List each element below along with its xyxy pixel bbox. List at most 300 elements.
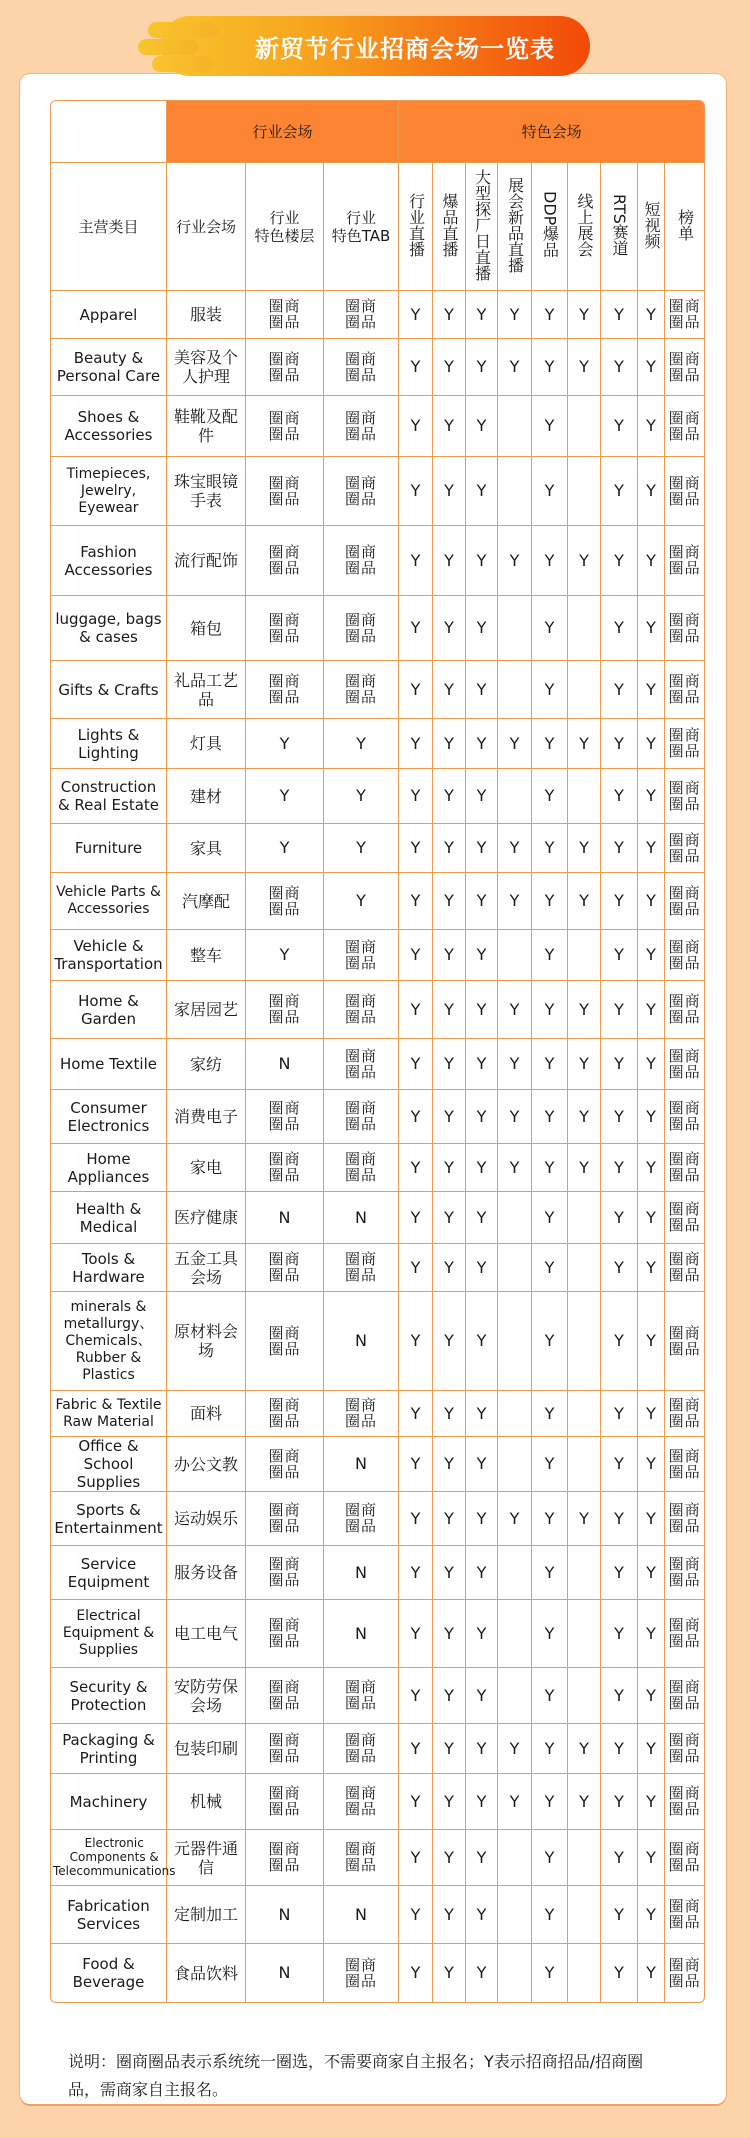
cell-industry-floor: 圈商圈品	[246, 1244, 324, 1292]
cell-factory-live: Y	[466, 1039, 498, 1090]
cell-industry-tab: 圈商圈品	[324, 596, 399, 661]
cell-industry-live: Y	[399, 1039, 433, 1090]
cell-ranking: 圈商圈品	[665, 1437, 704, 1492]
cell-industry-floor: 圈商圈品	[246, 1546, 324, 1600]
cell-category-en: Home & Garden	[51, 981, 167, 1039]
cell-factory-live: Y	[466, 1144, 498, 1192]
cell-rts: Y	[601, 1668, 638, 1724]
cell-hot-live: Y	[433, 1600, 466, 1668]
cell-rts: Y	[601, 1944, 638, 2002]
cell-hot-live: Y	[433, 1292, 466, 1391]
cell-industry-floor: 圈商圈品	[246, 1774, 324, 1830]
cell-industry-live: Y	[399, 1944, 433, 2002]
cell-ranking: 圈商圈品	[665, 1090, 704, 1144]
cell-ddp: Y	[532, 1244, 568, 1292]
title-banner	[160, 16, 590, 76]
cell-factory-live: Y	[466, 1886, 498, 1944]
cell-expo-live: Y	[498, 1144, 532, 1192]
cell-rts: Y	[601, 457, 638, 526]
cell-factory-live: Y	[466, 824, 498, 873]
cell-expo-live	[498, 1830, 532, 1886]
cell-online-expo: Y	[568, 1039, 601, 1090]
cell-ddp: Y	[532, 596, 568, 661]
cell-industry-venue: 消费电子	[167, 1090, 246, 1144]
table-row	[51, 873, 704, 930]
cell-industry-live: Y	[399, 291, 433, 339]
cell-category-en: Fabrication Services	[51, 1886, 167, 1944]
cell-ddp: Y	[532, 873, 568, 930]
cell-category-en: Security & Protection	[51, 1668, 167, 1724]
cell-industry-floor: 圈商圈品	[246, 1600, 324, 1668]
cell-industry-live: Y	[399, 1724, 433, 1774]
cell-ddp: Y	[532, 769, 568, 824]
cell-category-en: Food & Beverage	[51, 1944, 167, 2002]
table-row	[51, 930, 704, 981]
cell-expo-live	[498, 1600, 532, 1668]
cell-category-en: Gifts & Crafts	[51, 661, 167, 719]
cell-hot-live: Y	[433, 526, 466, 596]
cell-industry-live: Y	[399, 339, 433, 396]
cell-ddp: Y	[532, 457, 568, 526]
cell-industry-floor: N	[246, 1192, 324, 1244]
cell-ranking: 圈商圈品	[665, 661, 704, 719]
cell-expo-live	[498, 1437, 532, 1492]
banner-stripe-decoration	[148, 22, 218, 38]
table-row	[51, 1039, 704, 1090]
col-header-industry-live: 行业直播	[399, 163, 433, 291]
cell-hot-live: Y	[433, 873, 466, 930]
cell-category-en: luggage, bags & cases	[51, 596, 167, 661]
cell-industry-live: Y	[399, 769, 433, 824]
cell-short-video: Y	[638, 1039, 665, 1090]
cell-industry-floor: Y	[246, 824, 324, 873]
col-header-short-video: 短视频	[638, 163, 665, 291]
col-header-ranking: 榜单	[665, 163, 704, 291]
cell-online-expo: Y	[568, 1144, 601, 1192]
cell-category-en: Timepieces, Jewelry, Eyewear	[51, 457, 167, 526]
cell-industry-tab: N	[324, 1437, 399, 1492]
cell-short-video: Y	[638, 1546, 665, 1600]
cell-expo-live: Y	[498, 873, 532, 930]
cell-industry-venue: 医疗健康	[167, 1192, 246, 1244]
cell-rts: Y	[601, 1391, 638, 1437]
cell-hot-live: Y	[433, 1546, 466, 1600]
cell-industry-venue: 美容及个人护理	[167, 339, 246, 396]
cell-industry-tab: 圈商圈品	[324, 981, 399, 1039]
cell-industry-tab: N	[324, 1886, 399, 1944]
cell-short-video: Y	[638, 526, 665, 596]
cell-online-expo	[568, 1668, 601, 1724]
cell-ranking: 圈商圈品	[665, 1391, 704, 1437]
cell-online-expo: Y	[568, 1492, 601, 1546]
cell-hot-live: Y	[433, 1391, 466, 1437]
banner-stripe-decoration	[152, 56, 212, 72]
cell-industry-tab: 圈商圈品	[324, 1144, 399, 1192]
cell-industry-tab: 圈商圈品	[324, 1944, 399, 2002]
cell-category-en: Packaging & Printing	[51, 1724, 167, 1774]
cell-ranking: 圈商圈品	[665, 1244, 704, 1292]
cell-ddp: Y	[532, 396, 568, 457]
table-row	[51, 1944, 704, 2002]
cell-ranking: 圈商圈品	[665, 1039, 704, 1090]
cell-factory-live: Y	[466, 769, 498, 824]
cell-factory-live: Y	[466, 1437, 498, 1492]
table-row	[51, 291, 704, 339]
cell-online-expo: Y	[568, 1774, 601, 1830]
cell-industry-venue: 家具	[167, 824, 246, 873]
cell-ddp: Y	[532, 1039, 568, 1090]
cell-short-video: Y	[638, 873, 665, 930]
cell-short-video: Y	[638, 769, 665, 824]
table-row	[51, 1244, 704, 1292]
cell-online-expo: Y	[568, 981, 601, 1039]
cell-ddp: Y	[532, 1944, 568, 2002]
cell-rts: Y	[601, 339, 638, 396]
cell-industry-live: Y	[399, 1600, 433, 1668]
cell-rts: Y	[601, 1600, 638, 1668]
cell-hot-live: Y	[433, 1830, 466, 1886]
cell-online-expo	[568, 1192, 601, 1244]
cell-online-expo: Y	[568, 291, 601, 339]
cell-hot-live: Y	[433, 981, 466, 1039]
cell-ranking: 圈商圈品	[665, 1144, 704, 1192]
cell-online-expo	[568, 1292, 601, 1391]
cell-industry-floor: Y	[246, 719, 324, 769]
cell-industry-tab: 圈商圈品	[324, 1244, 399, 1292]
cell-category-en: Vehicle & Transportation	[51, 930, 167, 981]
col-header-expo-live: 展会新品直播	[498, 163, 532, 291]
cell-online-expo	[568, 930, 601, 981]
cell-industry-floor: Y	[246, 930, 324, 981]
cell-industry-tab: 圈商圈品	[324, 1668, 399, 1724]
cell-ranking: 圈商圈品	[665, 1292, 704, 1391]
table-row	[51, 1144, 704, 1192]
cell-industry-tab: 圈商圈品	[324, 1774, 399, 1830]
table-row	[51, 824, 704, 873]
cell-ddp: Y	[532, 1668, 568, 1724]
banner-stripe-decoration	[138, 39, 198, 55]
cell-industry-venue: 鞋靴及配件	[167, 396, 246, 457]
cell-rts: Y	[601, 1492, 638, 1546]
cell-short-video: Y	[638, 1600, 665, 1668]
cell-industry-tab: 圈商圈品	[324, 661, 399, 719]
cell-industry-live: Y	[399, 1090, 433, 1144]
footnote: 说明：圈商圈品表示系统统一圈选，不需要商家自主报名；Y表示招商招品/招商圈品，需商家自主报名。	[68, 2052, 644, 2099]
cell-industry-venue: 汽摩配	[167, 873, 246, 930]
cell-expo-live	[498, 769, 532, 824]
cell-ranking: 圈商圈品	[665, 596, 704, 661]
venue-table	[50, 100, 705, 2003]
cell-industry-floor: 圈商圈品	[246, 1492, 324, 1546]
cell-short-video: Y	[638, 457, 665, 526]
cell-category-en: Tools & Hardware	[51, 1244, 167, 1292]
group-header-row	[51, 101, 704, 163]
cell-category-en: Home Appliances	[51, 1144, 167, 1192]
cell-industry-floor: N	[246, 1886, 324, 1944]
cell-short-video: Y	[638, 930, 665, 981]
cell-ddp: Y	[532, 291, 568, 339]
cell-ddp: Y	[532, 1830, 568, 1886]
cell-ranking: 圈商圈品	[665, 1668, 704, 1724]
cell-ranking: 圈商圈品	[665, 1724, 704, 1774]
cell-industry-tab: N	[324, 1600, 399, 1668]
cell-online-expo	[568, 1391, 601, 1437]
cell-short-video: Y	[638, 1090, 665, 1144]
cell-industry-live: Y	[399, 1492, 433, 1546]
cell-ranking: 圈商圈品	[665, 824, 704, 873]
cell-factory-live: Y	[466, 1600, 498, 1668]
cell-industry-live: Y	[399, 1391, 433, 1437]
table-row	[51, 1437, 704, 1492]
table-row	[51, 1546, 704, 1600]
cell-rts: Y	[601, 1292, 638, 1391]
cell-expo-live	[498, 1944, 532, 2002]
cell-industry-floor: 圈商圈品	[246, 1437, 324, 1492]
cell-online-expo	[568, 1886, 601, 1944]
cell-category-en: Electrical Equipment & Supplies	[51, 1600, 167, 1668]
cell-industry-tab: Y	[324, 824, 399, 873]
cell-industry-venue: 家居园艺	[167, 981, 246, 1039]
cell-hot-live: Y	[433, 457, 466, 526]
cell-industry-live: Y	[399, 981, 433, 1039]
cell-rts: Y	[601, 769, 638, 824]
cell-industry-floor: 圈商圈品	[246, 873, 324, 930]
cell-industry-venue: 运动娱乐	[167, 1492, 246, 1546]
cell-industry-venue: 五金工具会场	[167, 1244, 246, 1292]
col-header-industry-tab: 行业 特色TAB	[324, 163, 399, 291]
col-header-industry-venue: 行业会场	[167, 163, 246, 291]
cell-factory-live: Y	[466, 661, 498, 719]
cell-category-en: Office & School Supplies	[51, 1437, 167, 1492]
cell-industry-tab: 圈商圈品	[324, 1391, 399, 1437]
cell-factory-live: Y	[466, 1724, 498, 1774]
cell-expo-live	[498, 661, 532, 719]
cell-ranking: 圈商圈品	[665, 457, 704, 526]
cell-short-video: Y	[638, 1492, 665, 1546]
cell-hot-live: Y	[433, 1724, 466, 1774]
cell-industry-live: Y	[399, 457, 433, 526]
cell-hot-live: Y	[433, 291, 466, 339]
cell-ranking: 圈商圈品	[665, 396, 704, 457]
cell-rts: Y	[601, 396, 638, 457]
cell-industry-venue: 家纺	[167, 1039, 246, 1090]
cell-hot-live: Y	[433, 719, 466, 769]
cell-expo-live: Y	[498, 1090, 532, 1144]
cell-short-video: Y	[638, 1437, 665, 1492]
cell-hot-live: Y	[433, 1886, 466, 1944]
table-row	[51, 396, 704, 457]
cell-hot-live: Y	[433, 930, 466, 981]
cell-short-video: Y	[638, 1886, 665, 1944]
cell-rts: Y	[601, 1192, 638, 1244]
cell-online-expo: Y	[568, 339, 601, 396]
cell-industry-venue: 礼品工艺品	[167, 661, 246, 719]
col-header-rts: RTS赛道	[601, 163, 638, 291]
cell-ddp: Y	[532, 1292, 568, 1391]
cell-factory-live: Y	[466, 1090, 498, 1144]
table-row	[51, 769, 704, 824]
cell-rts: Y	[601, 1039, 638, 1090]
corner-cell	[51, 101, 167, 163]
cell-industry-venue: 灯具	[167, 719, 246, 769]
cell-factory-live: Y	[466, 981, 498, 1039]
cell-industry-floor: 圈商圈品	[246, 1144, 324, 1192]
table-row	[51, 1090, 704, 1144]
col-header-category: 主营类目	[51, 163, 167, 291]
cell-industry-tab: 圈商圈品	[324, 1039, 399, 1090]
cell-industry-venue: 珠宝眼镜手表	[167, 457, 246, 526]
table-row	[51, 661, 704, 719]
cell-short-video: Y	[638, 1830, 665, 1886]
cell-ddp: Y	[532, 1090, 568, 1144]
cell-industry-venue: 服务设备	[167, 1546, 246, 1600]
cell-industry-venue: 建材	[167, 769, 246, 824]
cell-expo-live	[498, 596, 532, 661]
cell-industry-tab: N	[324, 1546, 399, 1600]
cell-industry-live: Y	[399, 1292, 433, 1391]
cell-industry-tab: 圈商圈品	[324, 396, 399, 457]
table-row	[51, 339, 704, 396]
table-row	[51, 1668, 704, 1724]
cell-hot-live: Y	[433, 661, 466, 719]
cell-industry-tab: 圈商圈品	[324, 1492, 399, 1546]
cell-industry-live: Y	[399, 1546, 433, 1600]
cell-factory-live: Y	[466, 1244, 498, 1292]
cell-online-expo	[568, 661, 601, 719]
cell-category-en: Consumer Electronics	[51, 1090, 167, 1144]
cell-category-en: Sports & Entertainment	[51, 1492, 167, 1546]
cell-industry-tab: N	[324, 1192, 399, 1244]
cell-industry-floor: 圈商圈品	[246, 1090, 324, 1144]
cell-expo-live	[498, 396, 532, 457]
cell-ddp: Y	[532, 526, 568, 596]
cell-factory-live: Y	[466, 1292, 498, 1391]
cell-short-video: Y	[638, 396, 665, 457]
cell-factory-live: Y	[466, 457, 498, 526]
cell-factory-live: Y	[466, 526, 498, 596]
cell-online-expo: Y	[568, 824, 601, 873]
cell-ranking: 圈商圈品	[665, 719, 704, 769]
cell-expo-live	[498, 1546, 532, 1600]
cell-expo-live: Y	[498, 526, 532, 596]
cell-ddp: Y	[532, 661, 568, 719]
cell-rts: Y	[601, 719, 638, 769]
cell-ranking: 圈商圈品	[665, 769, 704, 824]
cell-hot-live: Y	[433, 339, 466, 396]
cell-rts: Y	[601, 1830, 638, 1886]
cell-hot-live: Y	[433, 396, 466, 457]
cell-expo-live: Y	[498, 1492, 532, 1546]
cell-short-video: Y	[638, 661, 665, 719]
cell-short-video: Y	[638, 596, 665, 661]
cell-short-video: Y	[638, 1944, 665, 2002]
table-row	[51, 596, 704, 661]
cell-rts: Y	[601, 824, 638, 873]
table-row	[51, 1830, 704, 1886]
cell-short-video: Y	[638, 1668, 665, 1724]
cell-industry-venue: 机械	[167, 1774, 246, 1830]
cell-short-video: Y	[638, 1292, 665, 1391]
cell-industry-tab: Y	[324, 873, 399, 930]
cell-hot-live: Y	[433, 1437, 466, 1492]
cell-industry-tab: 圈商圈品	[324, 526, 399, 596]
cell-ranking: 圈商圈品	[665, 1600, 704, 1668]
cell-ranking: 圈商圈品	[665, 930, 704, 981]
cell-ddp: Y	[532, 339, 568, 396]
table-row	[51, 981, 704, 1039]
cell-rts: Y	[601, 1090, 638, 1144]
cell-online-expo	[568, 596, 601, 661]
cell-industry-live: Y	[399, 526, 433, 596]
cell-hot-live: Y	[433, 1144, 466, 1192]
cell-expo-live	[498, 457, 532, 526]
cell-ddp: Y	[532, 1600, 568, 1668]
cell-factory-live: Y	[466, 596, 498, 661]
cell-rts: Y	[601, 1244, 638, 1292]
cell-category-en: Lights & Lighting	[51, 719, 167, 769]
cell-online-expo	[568, 1600, 601, 1668]
cell-industry-live: Y	[399, 596, 433, 661]
cell-factory-live: Y	[466, 873, 498, 930]
cell-expo-live	[498, 1391, 532, 1437]
cell-online-expo	[568, 1244, 601, 1292]
cell-ddp: Y	[532, 1724, 568, 1774]
cell-industry-tab: N	[324, 1292, 399, 1391]
cell-industry-floor: 圈商圈品	[246, 1830, 324, 1886]
cell-industry-tab: 圈商圈品	[324, 339, 399, 396]
cell-category-en: Construction & Real Estate	[51, 769, 167, 824]
cell-short-video: Y	[638, 1774, 665, 1830]
cell-industry-venue: 原材料会场	[167, 1292, 246, 1391]
table-row	[51, 1492, 704, 1546]
cell-expo-live	[498, 1668, 532, 1724]
cell-rts: Y	[601, 291, 638, 339]
cell-category-en: Service Equipment	[51, 1546, 167, 1600]
cell-category-en: Electronic Components & Telecommunications	[51, 1830, 167, 1886]
cell-industry-venue: 包装印刷	[167, 1724, 246, 1774]
cell-expo-live: Y	[498, 1724, 532, 1774]
cell-rts: Y	[601, 873, 638, 930]
cell-ranking: 圈商圈品	[665, 873, 704, 930]
group-header-industry: 行业会场	[167, 101, 399, 163]
col-header-factory-live: 大型探厂日直播	[466, 163, 498, 291]
cell-ranking: 圈商圈品	[665, 526, 704, 596]
cell-industry-live: Y	[399, 1192, 433, 1244]
cell-ddp: Y	[532, 1886, 568, 1944]
cell-factory-live: Y	[466, 930, 498, 981]
cell-factory-live: Y	[466, 1192, 498, 1244]
cell-industry-venue: 服装	[167, 291, 246, 339]
col-header-online-expo: 线上展会	[568, 163, 601, 291]
cell-expo-live	[498, 930, 532, 981]
cell-expo-live: Y	[498, 291, 532, 339]
cell-hot-live: Y	[433, 1492, 466, 1546]
col-header-ddp: DDP爆品	[532, 163, 568, 291]
cell-ranking: 圈商圈品	[668, 1955, 701, 1990]
cell-factory-live: Y	[466, 719, 498, 769]
cell-industry-floor: 圈商圈品	[246, 396, 324, 457]
cell-online-expo	[568, 396, 601, 457]
table-row	[51, 526, 704, 596]
cell-ranking: 圈商圈品	[665, 1546, 704, 1600]
cell-online-expo	[568, 1437, 601, 1492]
cell-industry-venue: 流行配饰	[167, 526, 246, 596]
cell-industry-tab: 圈商圈品	[324, 457, 399, 526]
cell-expo-live: Y	[498, 1039, 532, 1090]
cell-online-expo	[568, 1944, 601, 2002]
cell-expo-live	[498, 1292, 532, 1391]
cell-category-en: Home Textile	[51, 1039, 167, 1090]
